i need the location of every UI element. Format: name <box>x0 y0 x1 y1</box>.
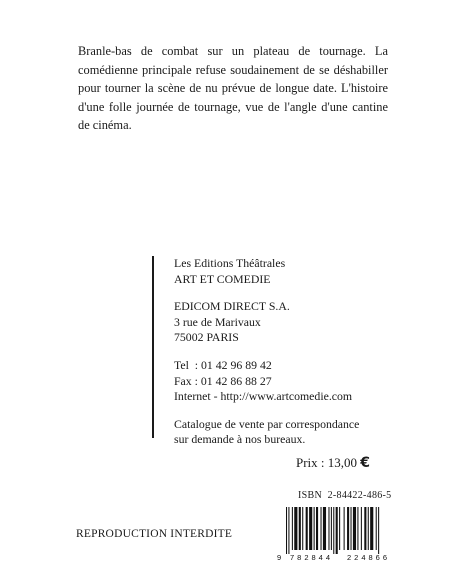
barcode-bar <box>357 507 358 550</box>
barcode-bar <box>323 507 326 550</box>
publisher-line-2: ART ET COMEDIE <box>174 271 271 286</box>
publisher-info <box>152 256 392 447</box>
barcode-bar <box>353 507 356 550</box>
barcode-bar <box>347 507 349 550</box>
barcode-left-digits: 782844 <box>290 553 334 562</box>
barcode-bar <box>336 507 338 554</box>
barcode-bar <box>309 507 312 550</box>
publisher-line-1: Les Editions Théâtrales <box>174 256 286 270</box>
back-cover-blurb: Branle-bas de combat sur un plateau de tournage. La comédienne principale refuse soudainement de se déshabiller pour tourner la scène de nu prévue de longue date. L'histoire d'une folle journée de tournage, vue de l'angle d'une cantine de cinéma. <box>78 44 388 132</box>
barcode-first-digit: 9 <box>277 553 282 562</box>
barcode-bar <box>333 507 334 554</box>
barcode-bar <box>321 507 322 550</box>
catalogue-line-1: Catalogue de vente par correspondance <box>174 416 360 431</box>
euro-icon: € <box>360 455 371 471</box>
phone-number: Tel : 01 42 96 89 42 <box>174 357 272 372</box>
barcode-right-digits: 224866 <box>347 553 391 562</box>
barcode-bar <box>339 507 340 550</box>
barcode-bar <box>370 507 373 550</box>
distributor-city: 75002 PARIS <box>174 330 239 345</box>
barcode-bar <box>376 507 377 550</box>
barcode-bar <box>288 507 289 554</box>
fax-number: Fax : 01 42 86 88 27 <box>174 373 272 388</box>
barcode-bar <box>328 507 329 550</box>
isbn: ISBN 2-84422-486-5 <box>298 490 392 501</box>
distributor-street: 3 rue de Marivaux <box>174 314 261 329</box>
barcode-bar <box>306 507 308 550</box>
catalogue-line-2: sur demande à nos bureaux. <box>174 432 306 447</box>
reproduction-notice: REPRODUCTION INTERDITE <box>76 528 233 540</box>
barcode-bar <box>364 507 366 550</box>
barcode-bar <box>299 507 301 550</box>
barcode-bar <box>351 507 352 550</box>
barcode-bar <box>286 507 287 554</box>
barcode-bar <box>368 507 369 550</box>
barcode-bar <box>378 507 379 554</box>
barcode-bar <box>331 507 332 550</box>
barcode <box>276 507 406 562</box>
barcode-bar <box>292 507 293 550</box>
barcode-bar <box>314 507 315 550</box>
price <box>296 455 370 471</box>
price-label: Prix : 13,00 <box>296 455 358 470</box>
distributor-name: EDICOM DIRECT S.A. <box>174 299 290 314</box>
barcode-bar <box>302 507 303 550</box>
website: Internet - http://www.artcomedie.com <box>174 389 353 404</box>
barcode-bar <box>294 507 297 550</box>
barcode-bar <box>361 507 362 550</box>
barcode-bar <box>316 507 318 550</box>
barcode-graphic <box>276 507 406 562</box>
barcode-bar <box>344 507 345 550</box>
